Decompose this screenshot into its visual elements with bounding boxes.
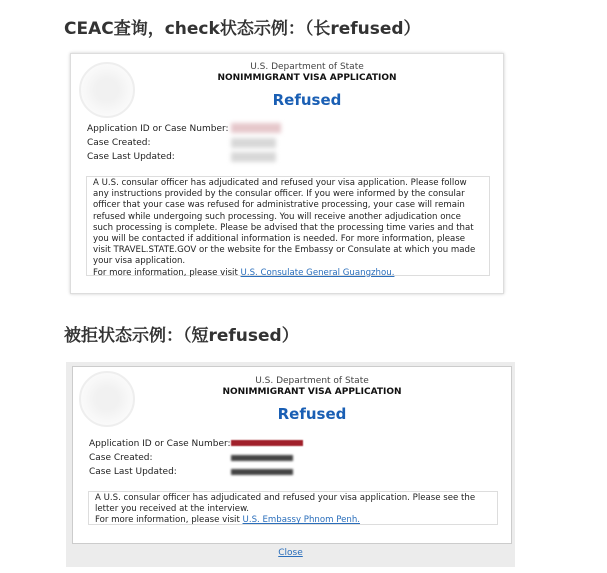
status-message-box — [88, 491, 498, 525]
case-created-label: Case Created: — [87, 138, 151, 148]
status-label: Refused — [272, 91, 342, 109]
status-message: A U.S. consular officer has adjudicated and refused your visa application. Please follow any instructions provided by the consular officer. If you were informed by the consular officer that your case was refused for administrative processing, your case will remain refused while undergoing such processing. You will receive another adjudication once such processing is complete. Please be advised that the processing time varies and that you will be contacted if additional information is needed. For more information, please visit TRAVEL.STATE.GOV or the website for the Embassy or Consulate at which you made your visa application. — [93, 178, 476, 267]
app-id-label: Application ID or Case Number: — [87, 124, 229, 134]
dialog-frame — [66, 362, 515, 567]
close-button[interactable]: Close — [278, 548, 303, 558]
case-updated-label: Case Last Updated: — [89, 467, 177, 477]
redacted-app-id — [231, 440, 303, 446]
status-label: Refused — [277, 405, 347, 423]
app-id-label: Application ID or Case Number: — [89, 439, 231, 449]
more-info-text: For more information, please visit — [95, 515, 243, 526]
embassy-link[interactable]: U.S. Embassy Phnom Penh. — [242, 515, 361, 526]
heading-long-refused: CEAC查询，check状态示例：（长refused） — [64, 19, 421, 39]
case-created-label: Case Created: — [89, 453, 153, 463]
application-title: NONIMMIGRANT VISA APPLICATION — [222, 387, 402, 397]
status-message: A U.S. consular officer has adjudicated and refused your visa application. Please see the letter you received at the interview. — [95, 493, 476, 515]
department-label: U.S. Department of State — [250, 62, 364, 72]
redacted-created — [231, 455, 293, 461]
redacted-app-id — [231, 123, 281, 133]
redacted-updated — [231, 469, 293, 475]
redacted-created — [231, 138, 276, 148]
heading-short-refused: 被拒状态示例：（短refused） — [64, 326, 299, 346]
department-label: U.S. Department of State — [255, 376, 369, 386]
case-updated-label: Case Last Updated: — [87, 152, 175, 162]
status-message-box — [86, 176, 490, 276]
ceac-card-long — [70, 53, 504, 294]
consulate-link[interactable]: U.S. Consulate General Guangzhou. — [240, 267, 395, 278]
application-title: NONIMMIGRANT VISA APPLICATION — [217, 73, 397, 83]
redacted-updated — [231, 152, 276, 162]
more-info-text: For more information, please visit — [93, 267, 241, 278]
ceac-card-short — [72, 366, 512, 544]
